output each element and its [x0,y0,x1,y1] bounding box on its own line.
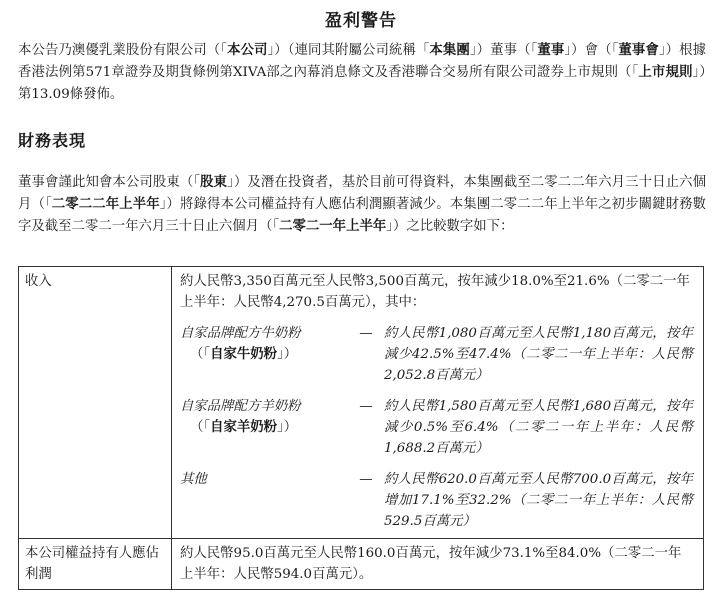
item-dash: — [359,399,373,414]
item-alias: （「自家牛奶粉」） [190,347,298,362]
revenue-item-cow-milk [180,323,693,386]
performance-text: 」）及潛在投資者，基於目前可得資料，本集團截至二零二二年六月三十日止六個月（「 [18,175,706,212]
item-value: 約人民幣620.0百萬元至人民幣700.0百萬元，按年增加17.1%至32.2%（二零二一年上半年：人民幣529.5百萬元） [384,472,693,529]
intro-paragraph [18,40,706,106]
performance-paragraph [18,172,706,238]
intro-text: 」）（連同其附屬公司統稱「 [267,43,430,58]
table-row-profit [19,539,704,590]
table-row-revenue [19,267,704,539]
revenue-value-cell [172,267,704,539]
section-heading: 財務表現 [18,131,87,150]
intro-text: 」）董事（「 [469,43,538,58]
item-name: 其他 [180,472,207,487]
defined-term-listing-rules: 上市規則 [638,65,693,80]
performance-text: 」）將錄得本公司權益持有人應佔利潤顯著減少。本集團二零二二年上半年之初步關鍵財務數字及截至二零二一年六月三十日止六個月（「 [18,197,706,234]
page-title: 盈利警告 [325,11,397,31]
profit-label: 本公司權益持有人應佔利潤 [19,539,172,590]
intro-text: 本公告乃澳優乳業股份有限公司（「 [18,43,228,58]
revenue-item-others [180,469,693,532]
item-alias: （「自家羊奶粉」） [190,420,298,435]
defined-term-directors: 董事 [537,43,565,58]
intro-text: 」）根據香港法例第571章證券及期貨條例第XIVA部之內幕消息條文及香港聯合交易所有限公司證券上市規則（「 [18,43,706,80]
intro-text: 」）第13.09條發佈。 [18,65,707,102]
profit-value: 約人民幣95.0百萬元至人民幣160.0百萬元，按年減少73.1%至84.0%（二零二一年上半年：人民幣594.0百萬元）。 [172,539,704,590]
item-value: 約人民幣1,580百萬元至人民幣1,680百萬元，按年減少0.5%至6.4%（二零二一年上半年：人民幣1,688.2百萬元） [384,399,693,456]
performance-text: 」）之比較數字如下： [386,219,514,234]
item-dash: — [359,326,373,341]
revenue-label: 收入 [19,267,172,539]
defined-term-shareholders: 股東 [200,175,228,190]
item-value: 約人民幣1,080百萬元至人民幣1,180百萬元，按年減少42.5%至47.4%（二零二一年上半年：人民幣2,052.8百萬元） [384,326,693,383]
revenue-summary: 約人民幣3,350百萬元至人民幣3,500百萬元，按年減少18.0%至21.6%（二零二一年上半年：人民幣4,270.5百萬元），其中： [180,274,690,310]
intro-text: 」）會（「 [564,43,619,58]
item-name: 自家品牌配方羊奶粉 [180,399,301,414]
item-dash: — [359,472,373,487]
revenue-item-goat-milk [180,396,693,459]
defined-term-group: 本集團 [429,43,470,58]
performance-text: 董事會謹此知會本公司股東（「 [18,175,201,190]
financial-table [18,266,704,590]
defined-term-1h2021: 二零二一年上半年 [279,219,387,234]
defined-term-company: 本公司 [227,43,268,58]
item-name: 自家品牌配方牛奶粉 [180,326,301,341]
defined-term-1h2022: 二零二二年上半年 [51,197,160,212]
defined-term-board: 董事會 [618,43,659,58]
